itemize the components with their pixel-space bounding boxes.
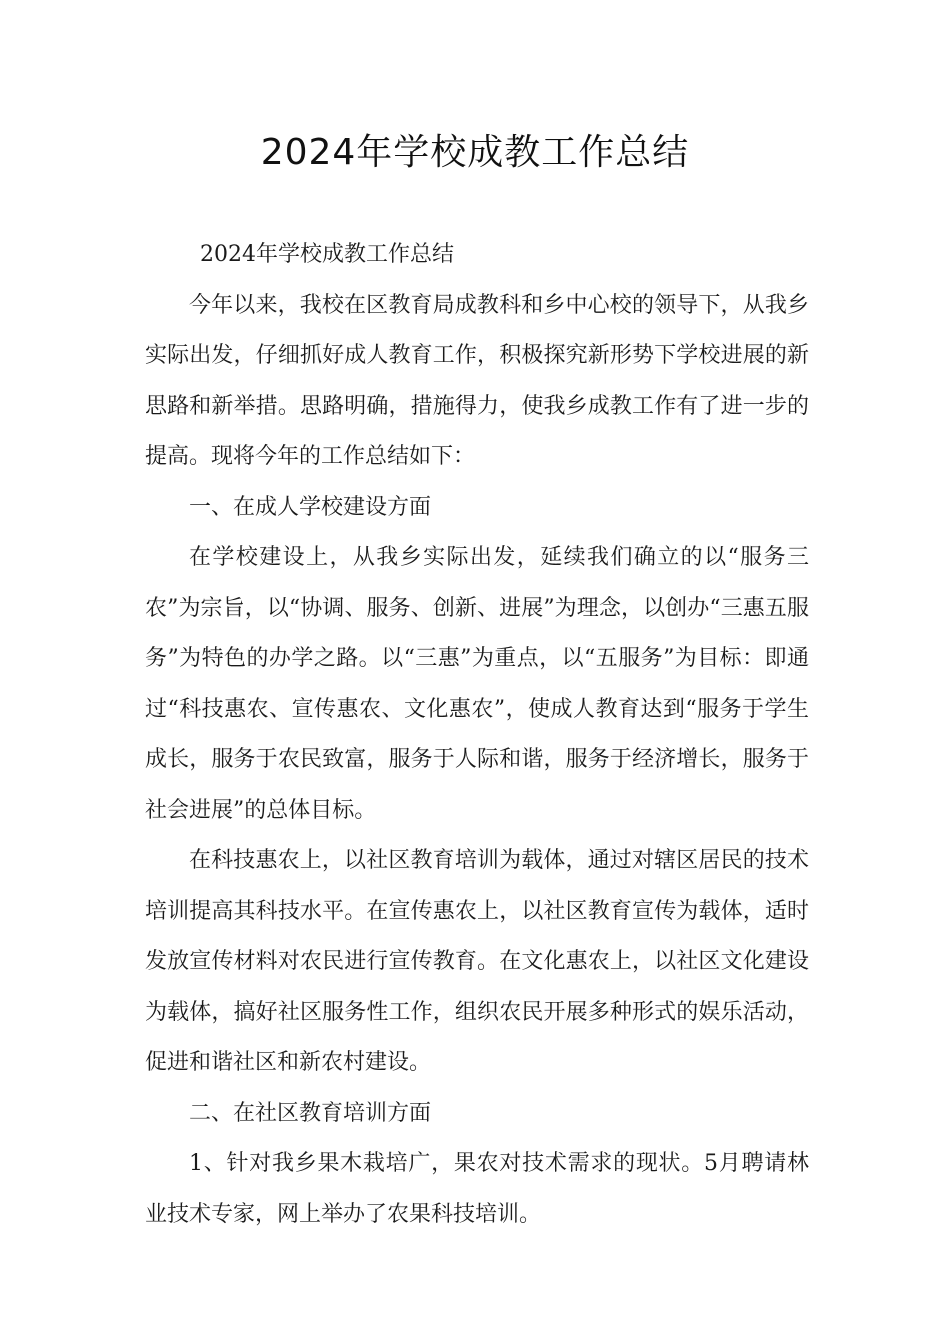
section-heading-community-training: 二、在社区教育培训方面 [189, 1100, 432, 1126]
section-heading-school-building: 一、在成人学校建设方面 [189, 494, 432, 520]
paragraph-benefit-farmers: 在科技惠农上，以社区教育培训为载体，通过对辖区居民的技术培训提高其科技水平。在宣传惠农上，以社区教育宣传为载体，适时发放宣传材料对农民进行宣传教育。在文化惠农上，以社区文化建设为载体，搞好社区服务性工作，组织农民开展多种形式的娱乐活动，促进和谐社区和新农村建设。 [145, 848, 809, 1075]
paragraph-school-building: 在学校建设上，从我乡实际出发，延续我们确立的以“服务三农”为宗旨，以“协调、服务、创新、进展”为理念，以创办“三惠五服务”为特色的办学之路。以“三惠”为重点，以“五服务”为目标：即通过“科技惠农、宣传惠农、文化惠农”，使成人教育达到“服务于学生成长，服务于农民致富，服务于人际和谐，服务于经济增长，服务于社会进展”的总体目标。 [145, 545, 809, 823]
document-title: 2024年学校成教工作总结 [260, 132, 690, 173]
document-subtitle: 2024年学校成教工作总结 [200, 242, 454, 267]
document-body [145, 230, 809, 1240]
paragraph-training-item-1: 1、针对我乡果木栽培广，果农对技术需求的现状。5月聘请林业技术专家，网上举办了农果科技培训。 [145, 1151, 809, 1227]
paragraph-intro: 今年以来，我校在区教育局成教科和乡中心校的领导下，从我乡实际出发，仔细抓好成人教育工作，积极探究新形势下学校进展的新思路和新举措。思路明确，措施得力，使我乡成教工作有了进一步的提高。现将今年的工作总结如下： [145, 292, 809, 469]
